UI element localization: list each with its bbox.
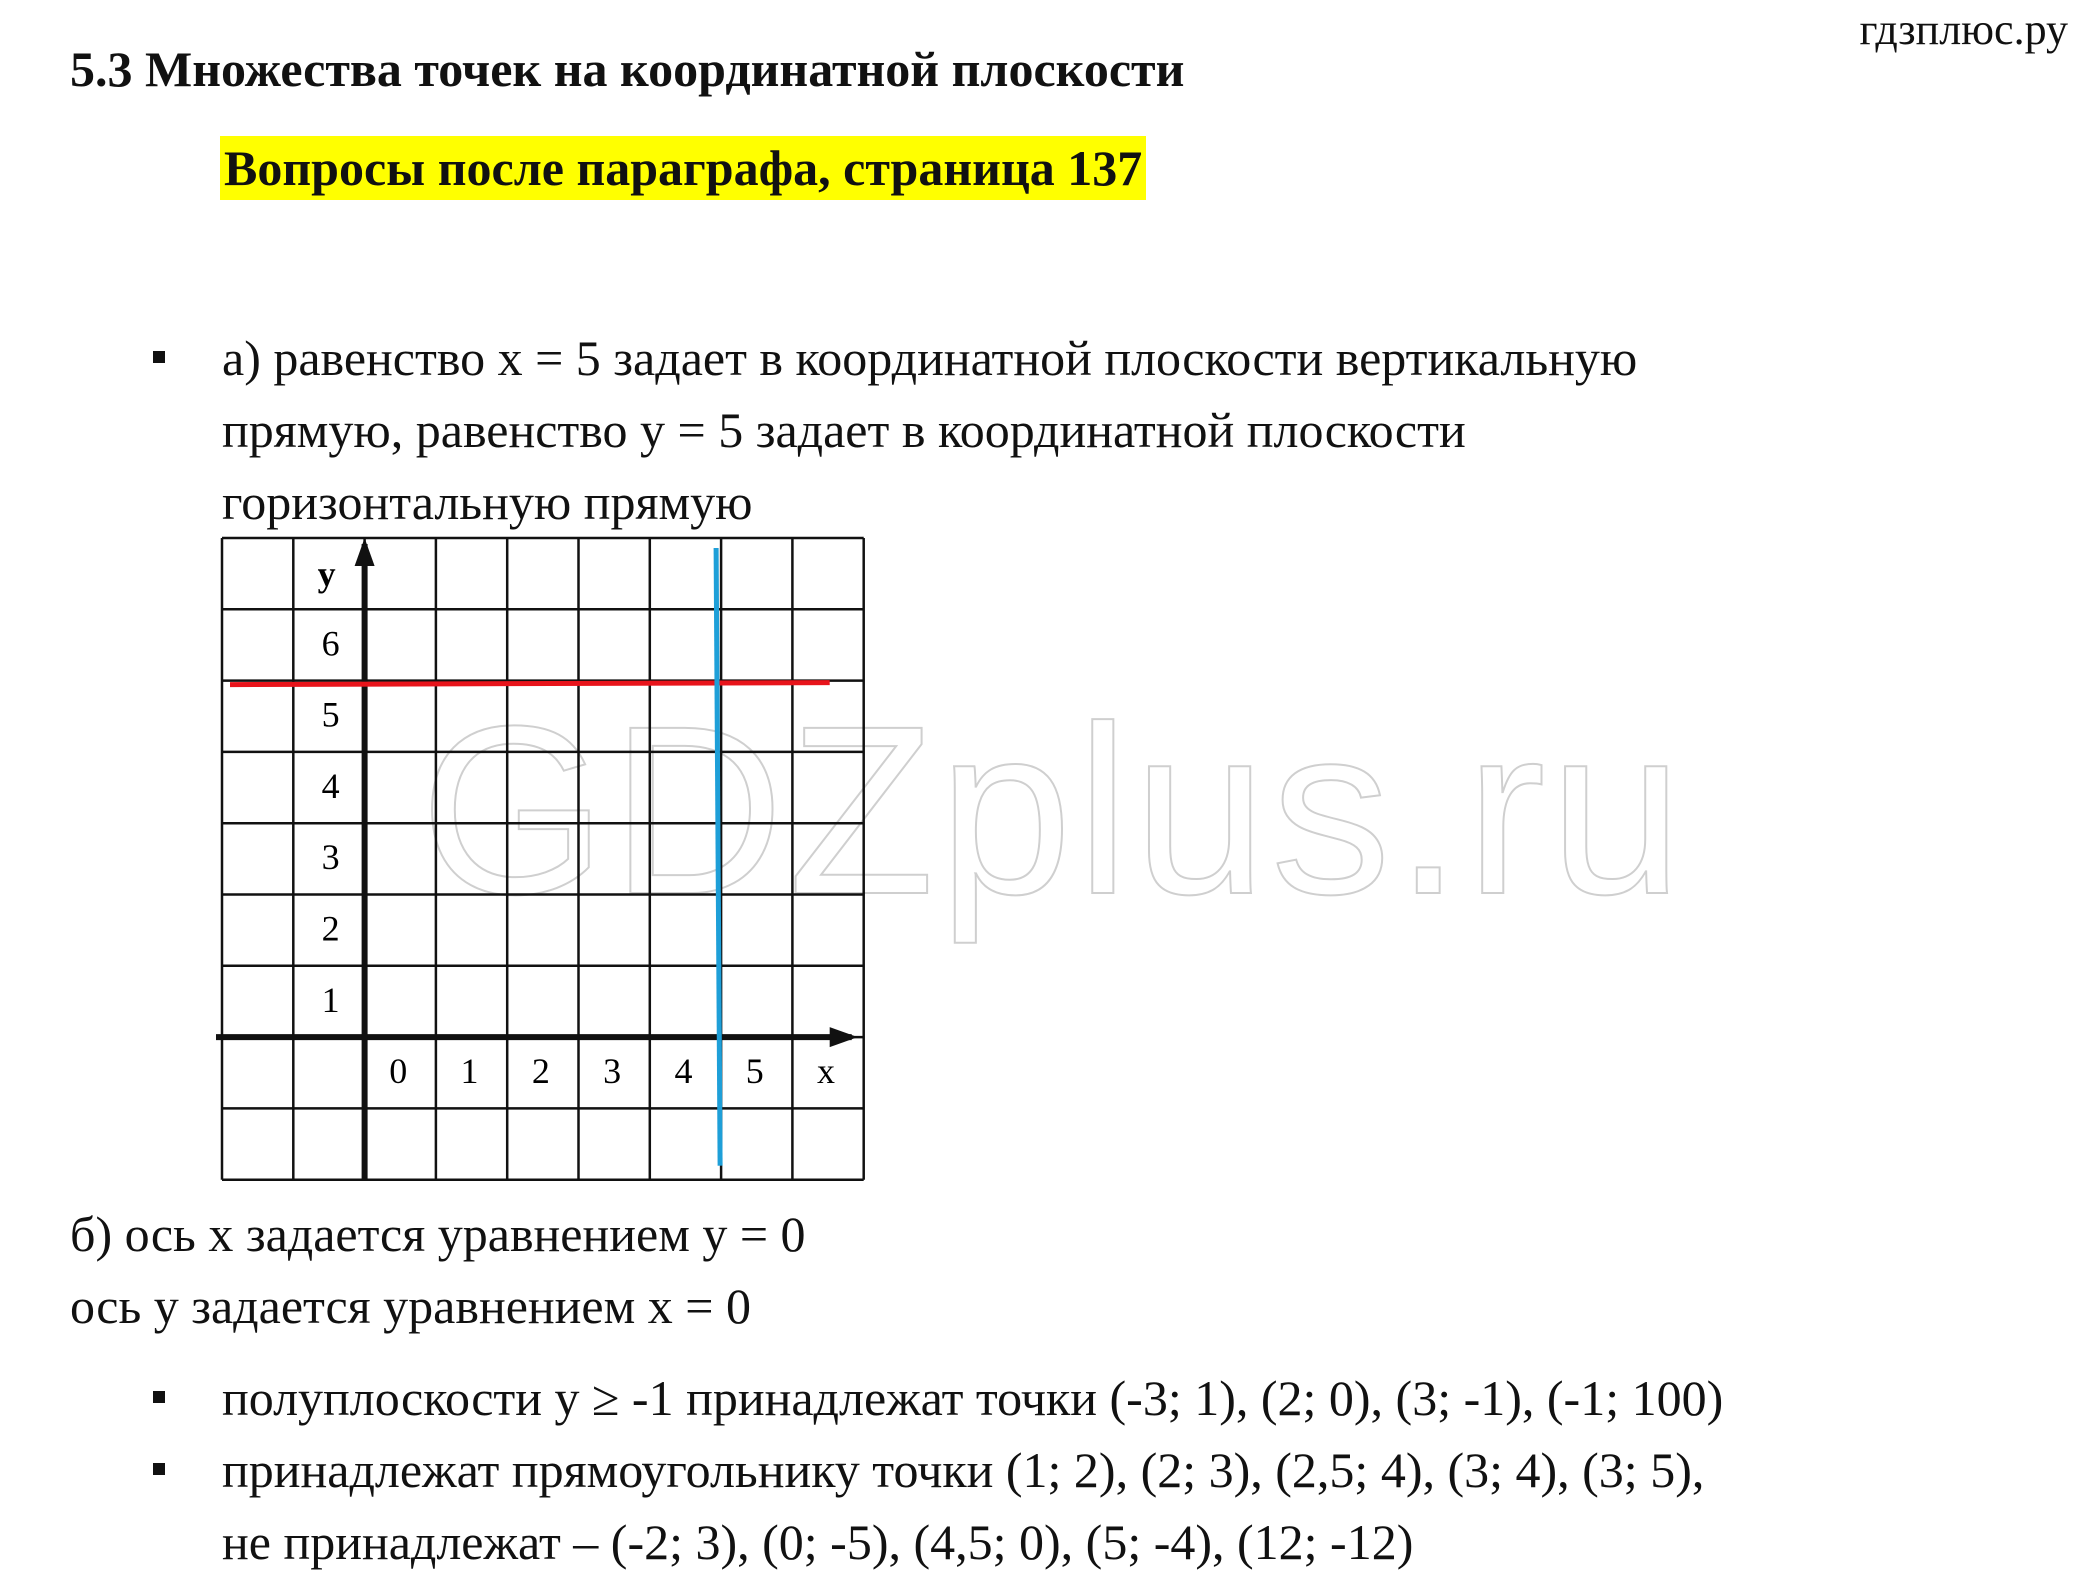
item-a-line3: горизонтальную прямую	[222, 474, 753, 530]
item-a-line2: прямую, равенство y = 5 задает в координатной плоскости	[222, 402, 1466, 458]
questions-subtitle: Вопросы после параграфа, страница 137	[220, 136, 1146, 200]
y-tick-label: 3	[321, 837, 340, 878]
item-c-text: полуплоскости y ≥ -1 принадлежат точки (-3; 1), (2; 0), (3; -1), (-1; 100)	[222, 1370, 1724, 1426]
x-tick-label: 1	[460, 1051, 479, 1092]
y-tick-label: 6	[321, 623, 340, 664]
section-title: 5.3 Множества точек на координатной плоскости	[70, 41, 1185, 97]
graph-lines	[230, 548, 830, 1166]
x-tick-label: 0	[389, 1051, 408, 1092]
y-tick-label: 4	[321, 765, 340, 806]
watermark: GDZplus.ru	[420, 676, 1687, 944]
y-axis-label: y	[317, 554, 336, 594]
item-b-line1: б) ось x задается уравнением y = 0	[70, 1206, 806, 1262]
y-axis-arrow	[355, 538, 375, 566]
item-b-text	[70, 1198, 806, 1342]
x-axis-label: x	[817, 1051, 836, 1092]
line-x-equals-5	[716, 548, 720, 1166]
x-tick-label: 2	[531, 1051, 550, 1092]
bullet-c	[153, 1391, 165, 1403]
site-name: гдзплюс.ру	[1859, 5, 2068, 54]
x-tick-label: 3	[603, 1051, 622, 1092]
item-d-line2: не принадлежат – (-2; 3), (0; -5), (4,5; 0), (5; -4), (12; -12)	[222, 1514, 1414, 1570]
bullet-d	[153, 1463, 165, 1475]
item-a-line1: а) равенство x = 5 задает в координатной плоскости вертикальную	[222, 330, 1638, 386]
item-b-line2: ось y задается уравнением x = 0	[70, 1278, 751, 1334]
x-tick-label: 4	[674, 1051, 693, 1092]
item-d-text	[222, 1434, 1704, 1578]
x-tick-label: 5	[745, 1051, 764, 1092]
y-tick-label: 1	[321, 979, 340, 1020]
y-tick-label: 5	[321, 694, 340, 735]
x-axis-arrow	[830, 1027, 858, 1047]
line-y-equals-5	[230, 683, 830, 685]
y-tick-label: 2	[321, 908, 340, 949]
item-d-line1: принадлежат прямоугольнику точки (1; 2), (2; 3), (2,5; 4), (3; 4), (3; 5),	[222, 1442, 1705, 1498]
